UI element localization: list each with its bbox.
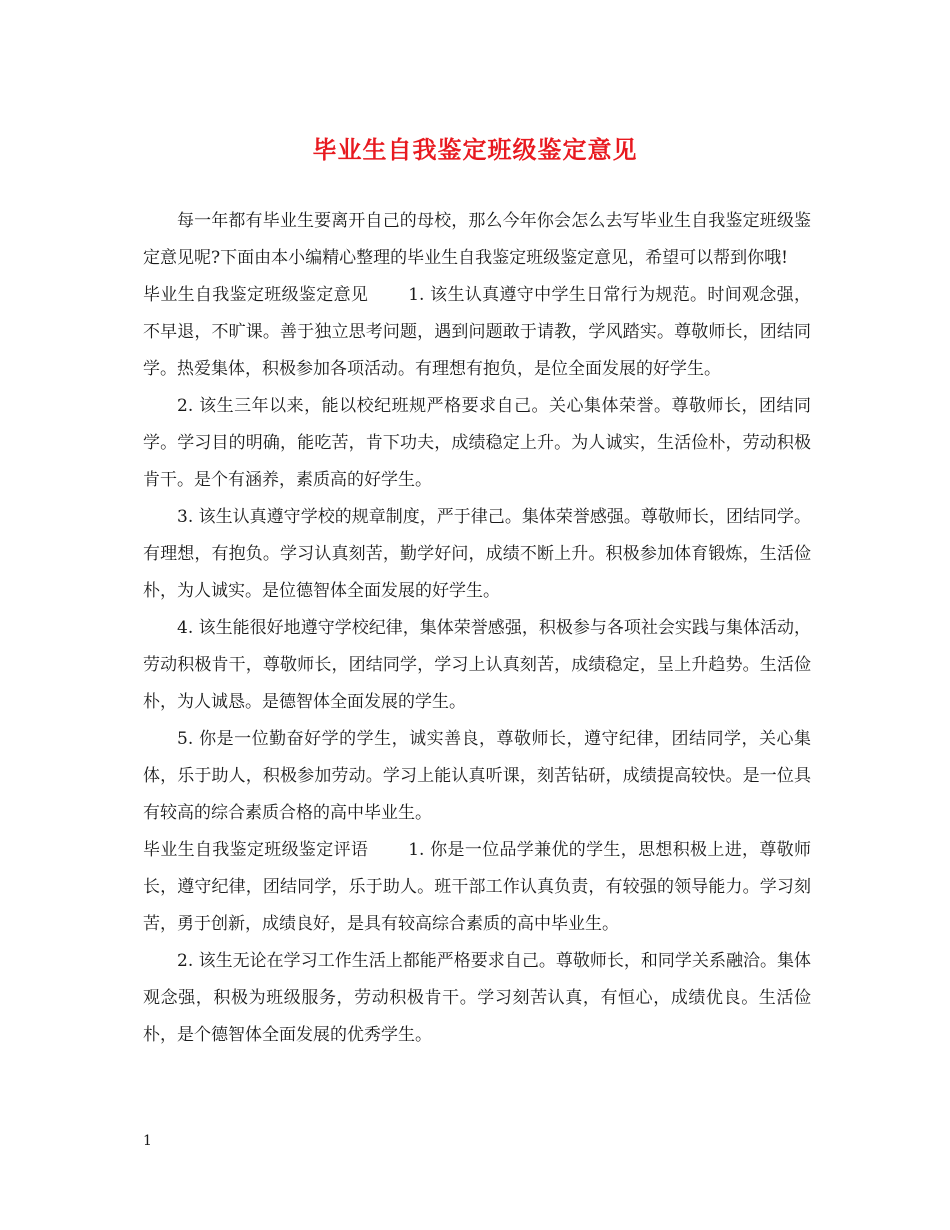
page-title: 毕业生自我鉴定班级鉴定意见	[312, 135, 638, 164]
section-1-item-4: 4. 该生能很好地遵守学校纪律，集体荣誉感强，积极参与各项社会实践与集体活动，劳动积极肯干，尊敬师长，团结同学，学习上认真刻苦，成绩稳定，呈上升趋势。生活俭朴，为人诚恳。是德智体全面发展的学生。	[143, 618, 811, 712]
section-1-first-paragraph	[143, 277, 811, 388]
page-number: 1	[143, 1133, 152, 1149]
section-2-first-paragraph	[143, 832, 811, 943]
document-body	[143, 203, 811, 1054]
section-1-item-3: 3. 该生认真遵守学校的规章制度，严于律己。集体荣誉感强。尊敬师长，团结同学。有理想，有抱负。学习认真刻苦，勤学好问，成绩不断上升。积极参加体育锻炼，生活俭朴，为人诚实。是位德智体全面发展的好学生。	[143, 507, 811, 601]
section-2-item-1: 1. 你是一位品学兼优的学生，思想积极上进，尊敬师长，遵守纪律，团结同学，乐于助人。班干部工作认真负责，有较强的领导能力。学习刻苦，勇于创新，成绩良好，是具有较高综合素质的高中毕业生。	[143, 840, 812, 934]
section-1-heading: 毕业生自我鉴定班级鉴定意见	[143, 285, 369, 305]
section-2-heading: 毕业生自我鉴定班级鉴定评语	[143, 840, 369, 860]
intro-paragraph: 每一年都有毕业生要离开自己的母校，那么今年你会怎么去写毕业生自我鉴定班级鉴定意见呢?下面由本小编精心整理的毕业生自我鉴定班级鉴定意见，希望可以帮到你哦!	[143, 211, 811, 268]
section-1-item-2: 2. 该生三年以来，能以校纪班规严格要求自己。关心集体荣誉。尊敬师长，团结同学。学习目的明确，能吃苦，肯下功夫，成绩稳定上升。为人诚实，生活俭朴，劳动积极肯干。是个有涵养，素质高的好学生。	[143, 396, 811, 490]
section-1-item-1: 1. 该生认真遵守中学生日常行为规范。时间观念强，不早退，不旷课。善于独立思考问题，遇到问题敢于请教，学风踏实。尊敬师长，团结同学。热爱集体，积极参加各项活动。有理想有抱负，是位全面发展的好学生。	[143, 285, 812, 379]
section-2-item-2: 2. 该生无论在学习工作生活上都能严格要求自己。尊敬师长，和同学关系融洽。集体观念强，积极为班级服务，劳动积极肯干。学习刻苦认真，有恒心，成绩优良。生活俭朴，是个德智体全面发展的优秀学生。	[143, 951, 811, 1045]
section-1-item-5: 5. 你是一位勤奋好学的学生，诚实善良，尊敬师长，遵守纪律，团结同学，关心集体，乐于助人，积极参加劳动。学习上能认真听课，刻苦钻研，成绩提高较快。是一位具有较高的综合素质合格的高中毕业生。	[143, 729, 811, 823]
